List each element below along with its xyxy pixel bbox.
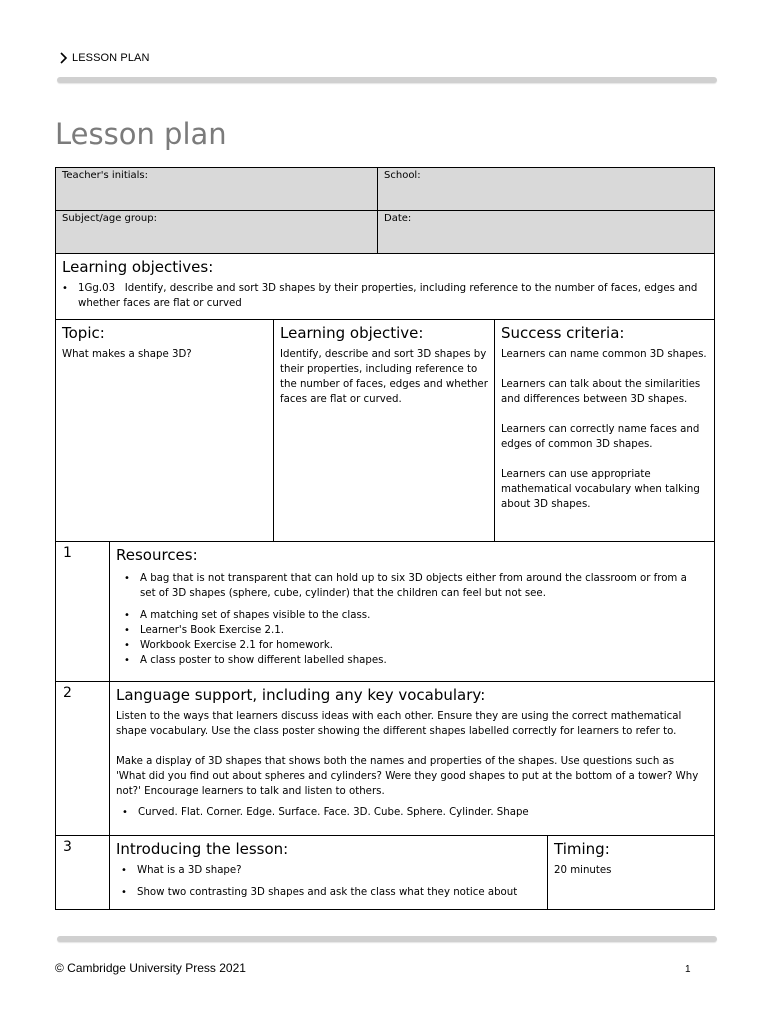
teacher-initials-label: Teacher's initials: [62, 170, 149, 181]
intro-number: 3 [56, 836, 110, 910]
objective-item [56, 281, 700, 311]
language-paragraph: Listen to the ways that learners discuss ideas with each other. Ensure they are using the correct mathematical shape vocabulary. Use the class poster showing the different shapes labelled correctly for learners to refer to. [116, 711, 682, 737]
subject-age-cell [56, 211, 378, 254]
footer-rule [57, 936, 717, 942]
learning-objective-cell [274, 320, 495, 542]
resource-item: • Learner's Book Exercise 2.1. [118, 623, 704, 638]
topic-text: What makes a shape 3D? [62, 349, 192, 360]
date-label: Date: [384, 213, 412, 224]
success-criterion: Learners can correctly name faces and edges of common 3D shapes. [501, 424, 700, 450]
copyright-text: © Cambridge University Press 2021 [55, 961, 246, 975]
language-number: 2 [56, 682, 110, 836]
learning-objectives-heading: Learning objectives: [62, 258, 214, 276]
introducing-lesson-cell [110, 836, 548, 910]
lesson-plan-table [55, 167, 715, 910]
date-cell [378, 211, 715, 254]
header-label: LESSON PLAN [72, 52, 150, 64]
objective-text: Identify, describe and sort 3D shapes by their properties, including reference to the number of faces, edges and whether faces are flat or curved [78, 283, 698, 309]
language-support-body [110, 705, 714, 805]
success-criterion: Learners can use appropriate mathematical vocabulary when talking about 3D shapes. [501, 469, 700, 510]
success-criteria-list [495, 343, 714, 518]
success-criteria-heading: Success criteria: [501, 324, 625, 342]
success-criteria-cell [495, 320, 715, 542]
timing-cell [548, 836, 715, 910]
learning-objective-text: Identify, describe and sort 3D shapes by their properties, including reference to the number of faces, edges and whether faces are flat or curved. [280, 349, 488, 405]
resource-item: • A matching set of shapes visible to the class. [118, 608, 704, 623]
resources-heading: Resources: [116, 546, 198, 564]
success-criterion: Learners can name common 3D shapes. [501, 349, 707, 360]
intro-item: • Show two contrasting 3D shapes and ask the class what they notice about [115, 885, 539, 900]
page-title: Lesson plan [55, 117, 227, 151]
subject-age-label: Subject/age group: [62, 213, 157, 224]
resources-number: 1 [56, 542, 110, 682]
school-cell [378, 168, 715, 211]
header-rule [57, 77, 717, 83]
vocabulary-item: • Curved. Flat. Corner. Edge. Surface. Face. 3D. Cube. Sphere. Cylinder. Shape [116, 805, 704, 820]
language-support-heading: Language support, including any key vocabulary: [116, 686, 486, 704]
objective-code: 1Gg.03 [78, 283, 116, 294]
page-number: 1 [685, 964, 691, 975]
language-paragraph: Make a display of 3D shapes that shows both the names and properties of the shapes. Use questions such as 'What did you find out about spheres and cylinders? Were they good shapes to put at the bottom of a tower? Why not?' Encourage learners to talk and listen to others. [116, 756, 699, 797]
topic-heading: Topic: [62, 324, 105, 342]
resource-item: • A class poster to show different labelled shapes. [118, 653, 704, 668]
resource-item: • Workbook Exercise 2.1 for homework. [118, 638, 704, 653]
resource-item: • A bag that is not transparent that can hold up to six 3D objects either from around the classroom or from a set of 3D shapes (sphere, cube, cylinder) that the children can feel but not see. [118, 571, 704, 601]
timing-heading: Timing: [554, 840, 610, 858]
success-criterion: Learners can talk about the similarities and differences between 3D shapes. [501, 379, 701, 405]
intro-item: • What is a 3D shape? [115, 863, 539, 878]
topic-cell [56, 320, 274, 542]
school-label: School: [384, 170, 421, 181]
running-header [60, 52, 150, 64]
resources-cell [110, 542, 715, 682]
teacher-initials-cell [56, 168, 378, 211]
chevron-right-icon [60, 52, 68, 64]
language-support-cell [110, 682, 715, 836]
learning-objective-heading: Learning objective: [280, 324, 424, 342]
learning-objectives-cell [56, 254, 715, 320]
timing-value: 20 minutes [554, 865, 612, 876]
introducing-lesson-heading: Introducing the lesson: [116, 840, 289, 858]
